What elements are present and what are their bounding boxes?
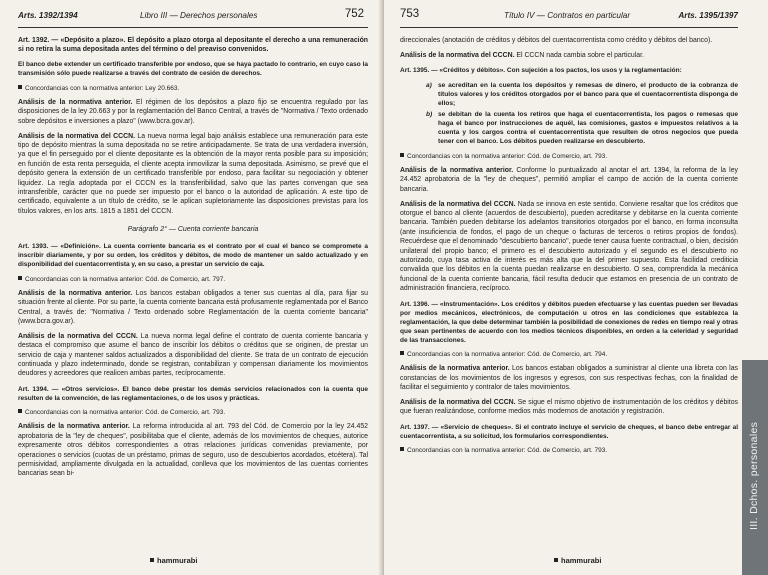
concordance-note [18,84,368,93]
analysis-text: La nueva norma legal bajo análisis establece una remuneración para este tipo de depósito mientras la suma depositada no se retire anticipadamente. Se trata de una verdadera inversión, ya que el fin perseguido por el cliente depositante es la obtención de la mayor renta posible para su imposición; en función de esta renta perseguida, el cliente acepta inmovilizar la suma depositada. Asimismo, se prevé que el depósito genera la extensión de un certificado transferible por endoso, para facilitar su negociación y obtener liquidez. La regla adoptada por el CCCN es la transferibilidad, salvo que las partes convengan que sea intransferible, carácter que no puede ser impuesto por el banco o la autoridad de aplicación. A este tipo de certificado, equivalente a un título de crédito, se le aplican supletoriamente las disposiciones previstas para los títulos valores, en los arts. 1815 a 1851 del CCCN. [18,132,368,215]
article-text: El banco debe extender un certificado transferible por endoso, que se haya pactado lo contrario, en cuyo caso la transmisión sólo puede realizarse a través del contrato de cesión de derechos. [18,61,368,78]
analysis-paragraph [400,51,738,60]
continued-paragraph: direccionales (anotación de créditos y débitos del cuentacorrentista como crédito y débitos del banco). [400,37,713,44]
article-text: La cuenta corriente bancaria es el contrato por el cual el banco se compromete a inscribir diariamente, y por su orden, los créditos y débitos, de modo de mantener un saldo actualizado y en disponibilidad del cuentacorrentista y, en su caso, a prestar un servicio de caja. [18,243,368,269]
left-page [0,0,382,575]
article-1394 [18,385,368,403]
analysis-text: La nueva norma legal define el contrato de cuenta corriente bancaria y destaca el compromiso que asume el banco de inscribir los débitos o créditos que se originen, de prestar un servicio de caja y mantener saldos actualizados a disponibilidad del cliente. Se trata de un contrato de ejecución continuada y plazo indeterminado, donde se registran, contabilizan y compensan diariamente los movimientos deudores y acreedores que realicen ambas partes, recíprocamente. [18,332,368,378]
analysis-paragraph [18,422,368,478]
analysis-paragraph [400,364,738,392]
concordance-text: Concordancias con la normativa anterior: Cód. de Comercio, art. 794. [407,351,608,359]
page-number: 753 [400,8,420,20]
header-title: Título IV — Contratos en particular [504,11,631,20]
publisher-footer [554,556,601,565]
article-heading: Art. 1395. — «Créditos y débitos». [400,67,506,75]
publisher-name: hammurabi [157,556,198,565]
item-text: se acreditan en la cuenta los depósitos y remesas de dinero, el producto de la cobranza de títulos valores y los créditos otorgados por el banco para que el cuentacorrentista disponga de ellos; [438,81,738,107]
header-articles: Arts. 1392/1394 [18,11,78,20]
list-item [426,110,738,146]
article-text: Si el contrato incluye el servicio de cheques, el banco debe entregar al cuentacorrentista, a su solicitud, los formularios correspondientes. [400,423,738,440]
bullet-square-icon [18,409,22,413]
analysis-paragraph [18,132,368,217]
analysis-heading: Análisis de la normativa del CCCN. [18,332,138,340]
running-header-right [400,10,738,28]
list-item [426,81,738,108]
article-text: El banco debe prestar los demás servicios relacionados con la cuenta que resulten de la convención, de las reglamentaciones, o de los usos y prácticas. [18,385,368,402]
analysis-text: Se sigue el mismo objetivo de instrumentación de los créditos y débitos que fueran realizándose, conforme medios más modernos de anotación y registración. [400,398,738,416]
article-1397 [400,423,738,441]
analysis-paragraph [400,398,738,417]
concordance-text: Concordancias con la normativa anterior: Cód. de Comercio, art. 797. [25,275,226,283]
article-text: Los créditos y débitos pueden efectuarse y las cuentas pueden ser llevadas por medios mecánicos, electrónicos, de computación u otros en las condiciones que establezca la reglamentación, la que debe determinar también la posibilidad de conexiones de redes en tiempo real y otras que sean pertinentes de acuerdo con los medios técnicos disponibles, en orden a la celeridad y seguridad de las transacciones. [400,300,738,344]
concordance-note [400,446,738,455]
article-1395 [400,66,738,75]
article-1393 [18,242,368,269]
article-1392 [18,36,368,55]
article-1392-p2 [18,60,368,78]
analysis-paragraph [18,98,368,126]
publisher-name: hammurabi [561,556,602,565]
concordance-text: Concordancias con la normativa anterior: Cód. de Comercio, art. 793. [407,152,608,160]
publisher-footer [150,556,197,565]
analysis-text: Nada se innova en este sentido. Conviene resaltar que los créditos que otorgue el banco al cliente (acuerdos de descubierto), pueden acreditarse y debitarse en la cuenta corriente bancaria. También pueden debitarse los adelantos transitorios otorgados por el banco, en forma inconsulta (ante insuficiencia de fondos, el pago de un cheque o facturas de terceros o retiros propios de fondos). Recuérdese que el denominado "descubierto bancario", puede tener causa fuente contractual, o bien, decisión unilateral del propio banco; el primero es el descubierto autorizado y el segundo es el descubierto no autorizado, cuya tasa activa de interés es más alta que la del primer supuesto. Esta facilidad crediticia convalida que los débitos en la cuenta puedan realizarse en descubierto. O sea, comprendida la mecánica funcional de la cuenta corriente bancaria, fácil resulta deducir que estamos en presencia de un contrato de administración financiera, recíproco. [400,200,738,293]
analysis-heading: Análisis de la normativa del CCCN. [18,132,135,140]
concordance-text: Concordancias con la normativa anterior: Cód. de Comercio, art. 793. [25,409,226,417]
analysis-heading: Análisis de la normativa del CCCN. [400,200,516,208]
bullet-square-icon [554,558,558,562]
article-heading: Art. 1397. — «Servicio de cheques». [400,423,514,431]
article-items [426,81,738,146]
analysis-text: El CCCN nada cambia sobre el particular. [514,51,644,59]
analysis-heading: Análisis de la normativa anterior. [18,289,133,297]
concordance-text: Concordancias con la normativa anterior: Ley 20.663. [25,84,180,92]
analysis-heading: Análisis de la normativa anterior. [400,365,510,373]
analysis-text: La reforma introducida al art. 793 del Cód. de Comercio por la ley 24.452 aprobatoria de la "ley de cheques", posibilitaba que el cliente, además de los movimientos de cheques, autorice expresamente otros débitos correspondientes a otras relaciones jurídicas convenidas previamente, por operaciones o servicios (cuotas de un préstamo, primas de seguro, uso de descubiertos acordados, etcétera). Tal permisividad, ampliamente divulgada en la actualidad, conlleva que los movimientos de las cuentas corrientes bancarias sean bi- [18,423,368,478]
item-text: se debitan de la cuenta los retiros que haga el cuentacorrentista, los pagos o remesas que haga el banco por instrucciones de aquél, las comisiones, gastos e impuestos relativos a la cuenta y los cargos contra el cuentacorrentista que resulten de otros negocios que pueda tener con el banco. Los débitos pueden realizarse en descubierto. [438,110,738,145]
item-marker: b) [426,110,433,118]
analysis-heading: Análisis de la normativa del CCCN. [400,51,515,59]
side-tab-label: III. Dchos. personales [748,421,760,530]
bullet-square-icon [400,153,404,157]
concordance-note [400,152,738,161]
bullet-square-icon [400,351,404,355]
analysis-text: El régimen de los depósitos a plazo fijo se encuentra regulado por las disposiciones de la ley 20.663 y por la reglamentación del Banco Central, a través de "Normativa / Texto ordenado sobre depósitos e inversiones a plazo" (www.bcra.gov.ar). [18,98,368,125]
bullet-square-icon [150,558,154,562]
analysis-heading: Análisis de la normativa del CCCN. [400,398,516,406]
concordance-note [18,408,368,417]
analysis-paragraph [400,166,738,194]
header-articles: Arts. 1395/1397 [678,11,738,20]
article-text: El depósito a plazo otorga al depositante el derecho a una remuneración si no retira la suma depositada antes del término o del preaviso convenidos. [18,37,368,54]
analysis-text: Los bancos estaban obligados a suministrar al cliente una libreta con las constancias de los movimientos de los ingresos y egresos, con sus respectivas fechas, con la finalidad de facilitar el seguimiento y contralor de tales movimientos. [400,365,738,391]
bullet-square-icon [18,85,22,89]
analysis-text: Los bancos estaban obligados a tener sus cuentas al día, para fijar su situación frente al cliente. Por su parte, la cuenta corriente bancaria está profusamente reglamentada por el Banco Central, a través de: "Normativa / Texto ordenado sobre Reglamentación de la cuenta corriente bancaria" (www.bcra.gov.ar). [18,289,368,325]
bullet-square-icon [400,447,404,451]
article-heading: Art. 1394. — «Otros servicios». [18,385,120,393]
analysis-heading: Análisis de la normativa anterior. [18,98,133,106]
article-heading: Art. 1396. — «Instrumentación». [400,300,500,308]
article-heading: Art. 1392. — «Depósito a plazo». [18,37,126,44]
header-book: Libro III — Derechos personales [140,11,258,20]
analysis-paragraph [18,332,368,379]
item-marker: a) [426,81,432,89]
article-1396 [400,300,738,345]
right-page [384,0,768,575]
concordance-note [18,275,368,284]
concordance-note [400,350,738,359]
analysis-heading: Análisis de la normativa anterior. [400,166,514,174]
analysis-paragraph [18,289,368,327]
section-heading: Parágrafo 2° — Cuenta corriente bancaria [127,226,259,234]
page-number: 752 [344,8,364,20]
concordance-text: Concordancias con la normativa anterior: Cód. de Comercio, art. 793. [407,447,608,455]
article-text: Con sujeción a los pactos, los usos y la reglamentación: [505,67,682,75]
article-heading: Art. 1393. — «Definición». [18,243,101,251]
analysis-paragraph [400,200,738,294]
running-header-left [18,10,368,28]
bullet-square-icon [18,276,22,280]
chapter-side-tab [742,360,768,575]
analysis-heading: Análisis de la normativa anterior. [18,423,130,431]
analysis-text: Conforme lo puntualizado al anotar el art. 1394, la reforma de la ley 24.452 aprobatoria de la "ley de cheques", permitió ampliar el campo de acción de la cuenta corriente bancaria. [400,166,738,193]
